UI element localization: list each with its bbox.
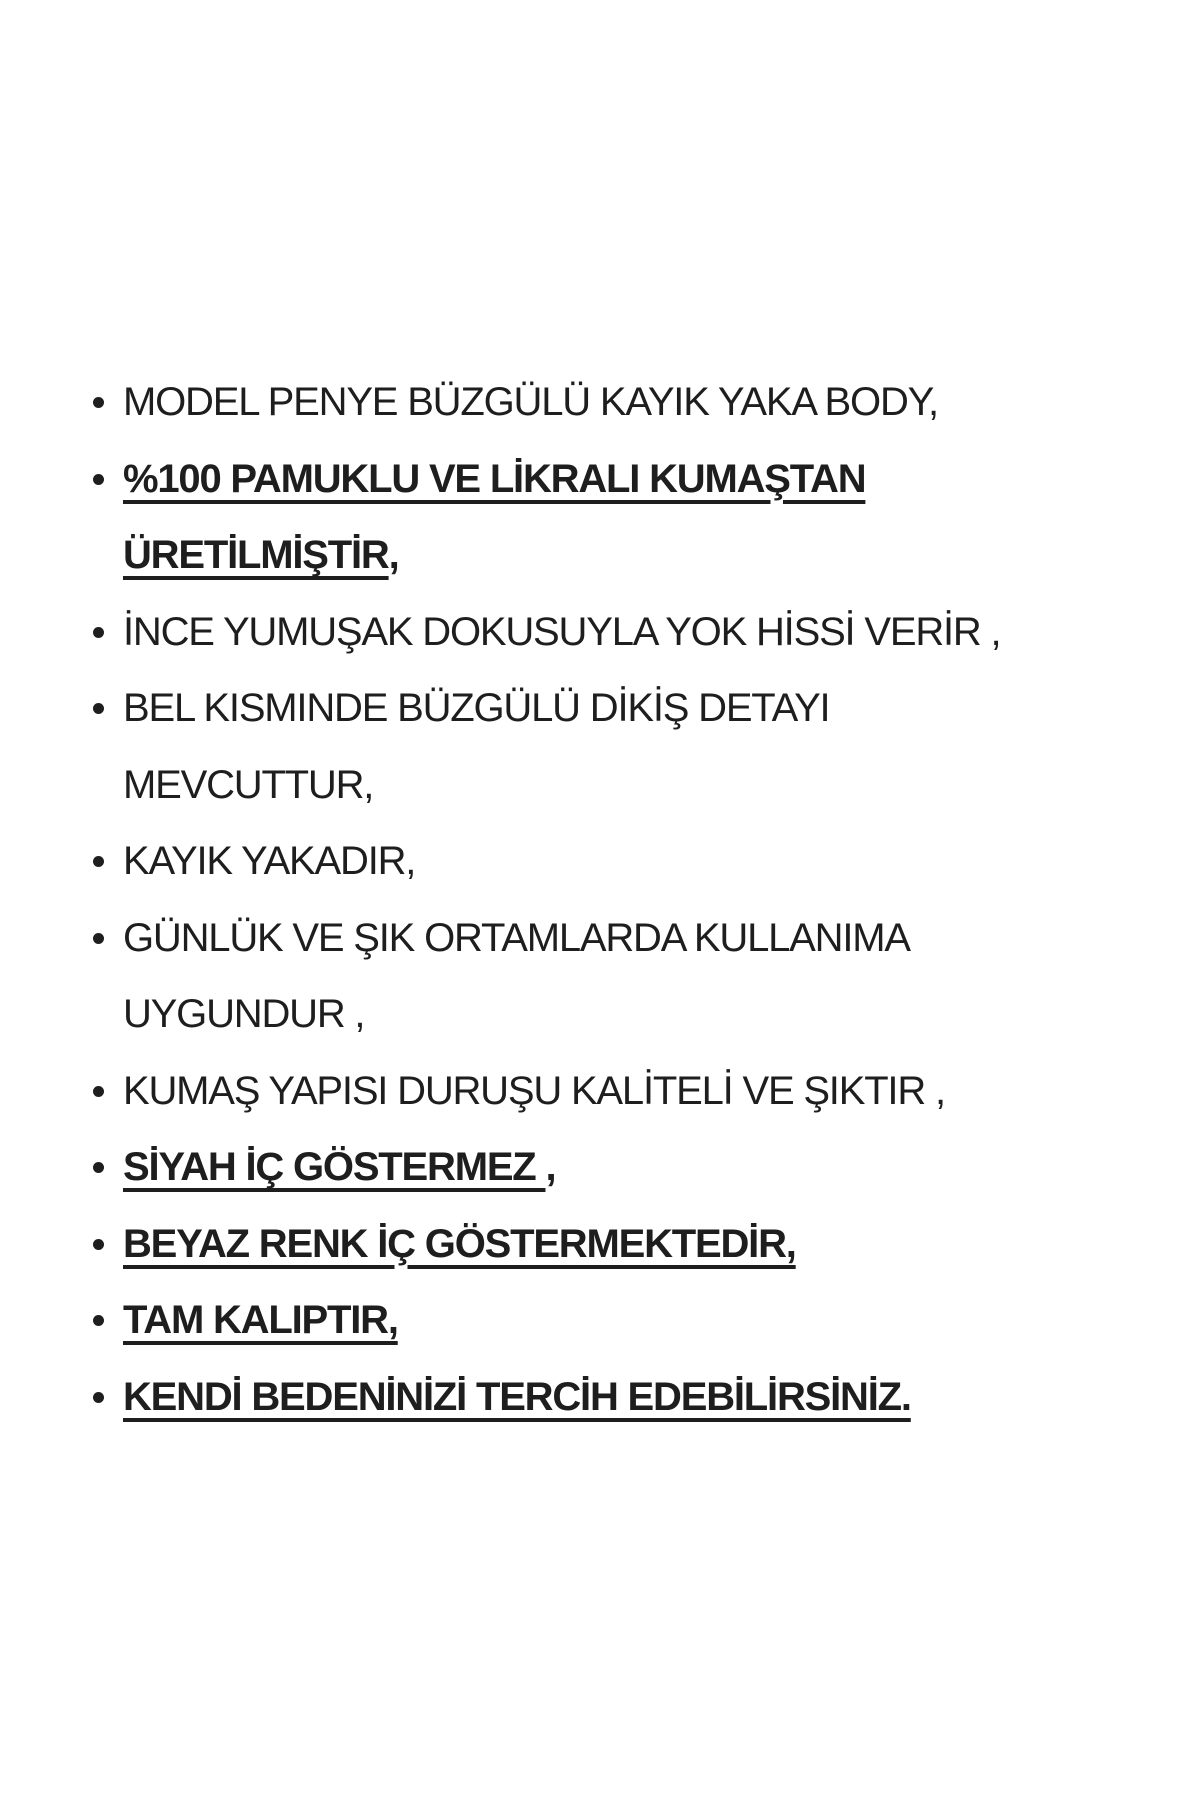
list-item-line	[123, 747, 1200, 824]
list-item-line	[123, 1129, 1200, 1206]
list-item-line	[123, 594, 1200, 671]
bullet-icon	[93, 397, 104, 408]
list-item-text: BEYAZ RENK İÇ GÖSTERMEKTEDİR,	[123, 1221, 796, 1266]
bullet-icon	[93, 1086, 104, 1097]
product-description	[0, 364, 1200, 1435]
bullet-icon	[93, 856, 104, 867]
list-item	[0, 441, 1200, 594]
list-item	[0, 1206, 1200, 1283]
list-item	[0, 823, 1200, 900]
list-item-text: MEVCUTTUR,	[123, 762, 374, 807]
list-item	[0, 1129, 1200, 1206]
list-item-text: MODEL PENYE BÜZGÜLÜ KAYIK YAKA BODY,	[123, 380, 938, 424]
bullet-icon	[93, 1162, 104, 1173]
list-item-line	[123, 1282, 1200, 1359]
list-item-line	[123, 823, 1200, 900]
list-item-text: ,	[545, 1145, 556, 1189]
list-item-line	[123, 976, 1200, 1053]
list-item-text: ,	[388, 533, 399, 577]
list-item-text: KENDİ BEDENİNİZİ TERCİH EDEBİLİRSİNİZ.	[123, 1374, 911, 1419]
list-item-line	[123, 517, 1200, 594]
list-item-line	[123, 900, 1200, 977]
list-item-line	[123, 1053, 1200, 1130]
product-description-list	[0, 364, 1200, 1435]
bullet-icon	[93, 1315, 104, 1326]
list-item-text: BEL KISMINDE BÜZGÜLÜ DİKİŞ DETAYI	[123, 686, 830, 730]
list-item-text: %100 PAMUKLU VE LİKRALI KUMAŞTAN	[123, 456, 866, 501]
list-item-line	[123, 441, 1200, 518]
list-item-text: KUMAŞ YAPISI DURUŞU KALİTELİ VE ŞIKTIR ,	[123, 1068, 945, 1113]
list-item-text: TAM KALIPTIR,	[123, 1298, 398, 1342]
list-item-text: ÜRETİLMİŞTİR	[123, 533, 389, 577]
bullet-icon	[93, 933, 104, 944]
list-item	[0, 900, 1200, 1053]
list-item-text: UYGUNDUR ,	[123, 992, 365, 1036]
list-item-line	[123, 364, 1200, 441]
bullet-icon	[93, 474, 104, 485]
list-item	[0, 670, 1200, 823]
list-item-line	[123, 1359, 1200, 1436]
bullet-icon	[93, 1239, 104, 1250]
list-item	[0, 1282, 1200, 1359]
bullet-icon	[93, 627, 104, 638]
list-item-text: KAYIK YAKADIR,	[123, 839, 416, 883]
bullet-icon	[93, 703, 104, 714]
list-item	[0, 1053, 1200, 1130]
list-item-line	[123, 670, 1200, 747]
list-item	[0, 364, 1200, 441]
list-item	[0, 1359, 1200, 1436]
bullet-icon	[93, 1392, 104, 1403]
list-item-text: İNCE YUMUŞAK DOKUSUYLA YOK HİSSİ VERİR ,	[123, 609, 1001, 654]
list-item-text: GÜNLÜK VE ŞIK ORTAMLARDA KULLANIMA	[123, 915, 910, 960]
list-item-line	[123, 1206, 1200, 1283]
list-item	[0, 594, 1200, 671]
list-item-text: SİYAH İÇ GÖSTERMEZ	[123, 1145, 546, 1189]
